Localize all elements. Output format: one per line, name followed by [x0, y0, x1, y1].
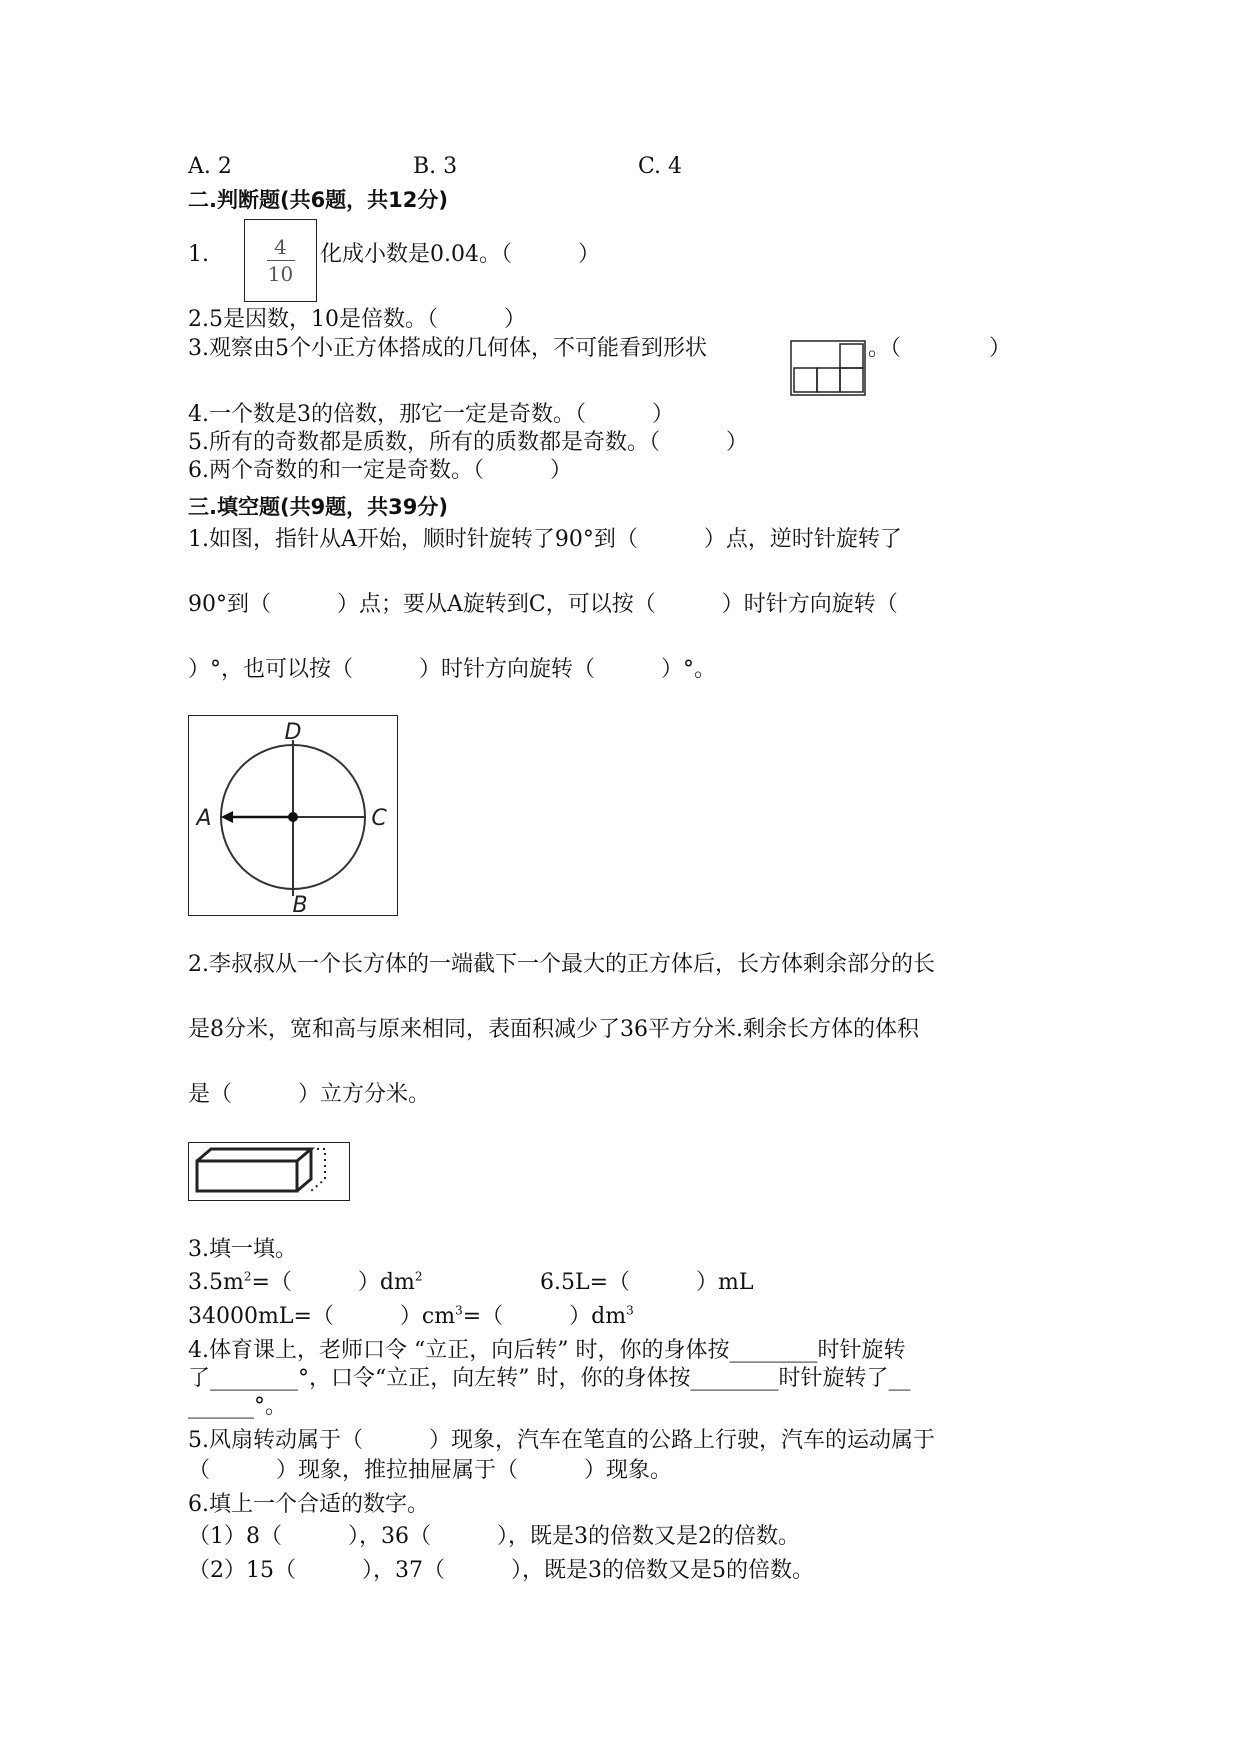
s3-q2-line3: 是（ ）立方分米。: [188, 1082, 431, 1107]
s3-q1-line2: 90°到（ ）点；要从A旋转到C，可以按（ ）时针方向旋转（: [188, 592, 898, 617]
s3-q3-c-pre: 34000mL=（ ）cm: [188, 1304, 456, 1329]
s3-q3-c-sup2: 3: [626, 1303, 634, 1318]
shape-view-figure: [790, 340, 866, 396]
s3-q4-line3: ______°。: [188, 1394, 288, 1419]
shape-square-2: [817, 368, 840, 392]
s3-q3-c-sup: 3: [455, 1303, 463, 1318]
fraction-numerator: 4: [274, 235, 287, 259]
s3-q4-line1: 4.体育课上，老师口令 “立正，向后转” 时，你的身体按________时针旋转: [188, 1338, 906, 1363]
s2-q3-text: 3.观察由5个小正方体搭成的几何体，不可能看到形状: [188, 336, 707, 361]
fraction-bar: [267, 260, 295, 261]
s3-q2-line1: 2.李叔叔从一个长方体的一端截下一个最大的正方体后，长方体剩余部分的长: [188, 952, 935, 977]
s3-q3-a-mid: =（ ）dm: [251, 1270, 415, 1295]
cut-cube-dotted: [311, 1149, 325, 1191]
choice-c-row: [638, 152, 682, 182]
s3-q3-a-sup: 2: [243, 1269, 252, 1284]
s3-q6-item1: （1）8（ ），36（ ），既是3的倍数又是2的倍数。: [188, 1524, 800, 1549]
shape-square-3: [840, 368, 863, 392]
fraction: [267, 236, 295, 285]
choices-row: [188, 152, 232, 182]
s3-q3-title: 3.填一填。: [188, 1237, 297, 1262]
shape-square-1: [794, 368, 817, 392]
choice-a: A. 2: [188, 154, 232, 179]
s3-q3-c-mid: =（ ）dm: [462, 1304, 627, 1329]
s3-q1-line3: ）°，也可以按（ ）时针方向旋转（ ）°。: [188, 657, 717, 682]
s2-q3-tail: 。（ ）: [868, 336, 1012, 361]
section2-heading: 二.判断题(共6题，共12分): [188, 188, 449, 212]
choice-b-row: [413, 152, 457, 182]
s2-q1-text: 化成小数是0.04。（ ）: [320, 242, 600, 267]
cuboid-figure: [188, 1142, 350, 1201]
choice-c: C. 4: [638, 154, 683, 179]
cuboid-top: [197, 1149, 311, 1161]
s3-q3-a-sup2: 2: [414, 1269, 423, 1284]
label-a: A: [196, 806, 212, 831]
s2-q2: 2.5是因数，10是倍数。（ ）: [188, 307, 526, 332]
center-dot: [288, 812, 298, 822]
s3-q3-b: 6.5L=（ ）mL: [540, 1270, 754, 1295]
s3-q4-line2: 了________°，口令“立正，向左转” 时，你的身体按________时针旋转了__: [188, 1366, 911, 1391]
s3-q3-row1: [188, 1268, 423, 1298]
fraction-box: [244, 219, 317, 302]
pointer-arrowhead: [221, 811, 233, 823]
clock-circle-figure: [188, 715, 398, 916]
section3-heading: 三.填空题(共9题，共39分): [188, 495, 449, 519]
s2-q1-prefix: 1.: [188, 242, 209, 267]
label-c: C: [371, 806, 387, 831]
s3-q5-line2: （ ）现象，推拉抽屉属于（ ）现象。: [188, 1458, 673, 1483]
shape-square-4: [840, 344, 863, 368]
choice-b: B. 3: [413, 154, 458, 179]
s2-q4: 4.一个数是3的倍数，那它一定是奇数。（ ）: [188, 402, 674, 427]
fraction-denominator: 10: [267, 262, 294, 286]
s2-q5: 5.所有的奇数都是质数，所有的质数都是奇数。（ ）: [188, 430, 748, 455]
s2-q6: 6.两个奇数的和一定是奇数。（ ）: [188, 458, 572, 483]
s3-q3-a-pre: 3.5m: [188, 1270, 244, 1295]
s3-q6-title: 6.填上一个合适的数字。: [188, 1492, 429, 1517]
label-b: B: [292, 893, 308, 916]
label-d: D: [284, 720, 302, 745]
s3-q3-row2: [188, 1302, 634, 1332]
s3-q5-line1: 5.风扇转动属于（ ）现象，汽车在笔直的公路上行驶，汽车的运动属于: [188, 1428, 935, 1453]
s3-q2-line2: 是8分米，宽和高与原来相同，表面积减少了36平方分米.剩余长方体的体积: [188, 1017, 919, 1042]
s3-q6-item2: （2）15（ ），37（ ），既是3的倍数又是5的倍数。: [188, 1558, 814, 1583]
cuboid-front: [197, 1161, 297, 1191]
s3-q1-line1: 1.如图，指针从A开始，顺时针旋转了90°到（ ）点，逆时针旋转了: [188, 527, 902, 552]
